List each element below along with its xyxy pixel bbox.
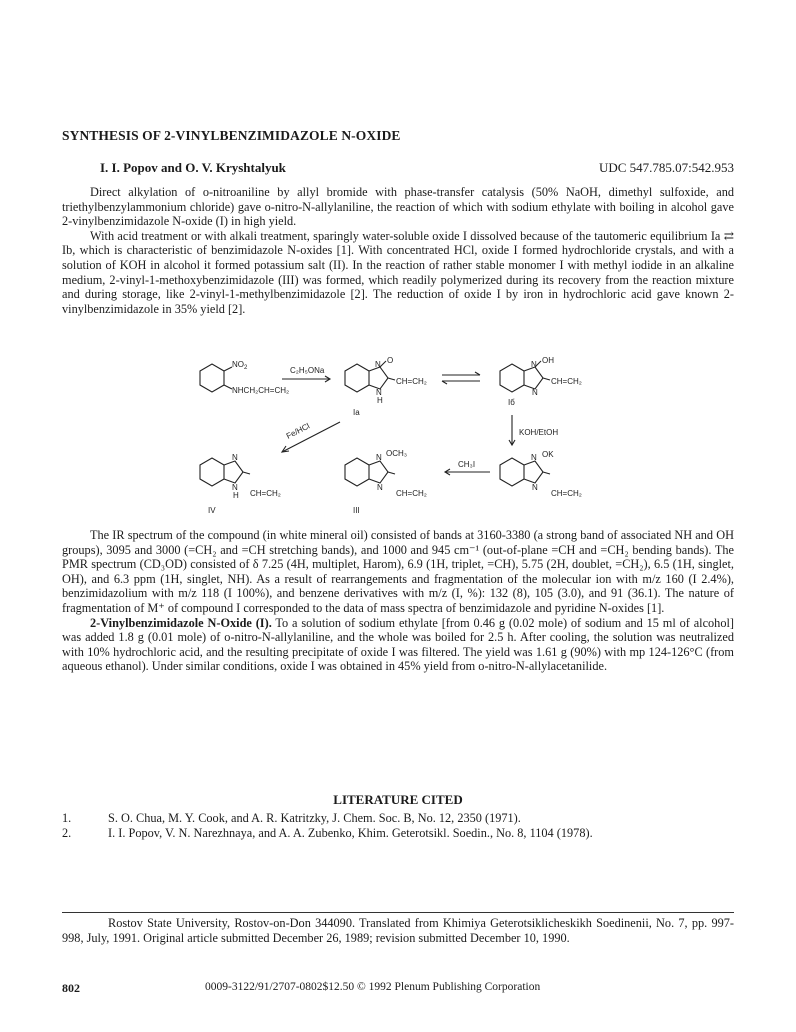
n-label-iv-bottom: N [232, 483, 238, 492]
vinyl-label-ii: CH=CH₂ [551, 489, 582, 498]
benzene-ring-start [200, 364, 224, 392]
benzimidazole-ring-ii [500, 458, 524, 486]
vinyl-label-iii: CH=CH₂ [396, 489, 427, 498]
intro-paragraph-2: With acid treatment or with alkali treatment, sparingly water-soluble oxide I dissolved because of the tautomeric equilibrium Ia ⇄ Ib, which is characteristic of benzimidazole N-oxides [1]. With concentrated HCl, oxide I formed hydrochloride crystals, and with a solution of KOH in alcohol it formed potassium salt (II). In the reaction of rather stable monomer I with methyl iodide in an alkaline medium, 2-vinyl-1-methoxybenzimidazole (III) was formed, which readily polymerized during its recovery from the reaction mixture and during storage, like 2-vinyl-1-methylbenzimidazole [2]. The reduction of oxide I by iron in hydrochloric acid gave known 2-vinylbenzimidazole in 35% yield [2]. [62, 228, 734, 316]
n-label-ii-bottom: N [532, 483, 538, 492]
reference-item [62, 826, 734, 841]
spectra-paragraph: The IR spectrum of the compound (in white mineral oil) consisted of bands at 3160-3380 (a strong band of associated NH and OH groups), 3095 and 3000 (=CH₂ and =CH stretching bands), and 1000 and 945 cm⁻¹ (out-of-plane =CH and =CH₂ bending bands). The PMR spectrum (CD₃OD) consisted of δ 7.25 (4H, multiplet, Harom), 6.9 (1H, triplet, =CH), 5.75 (2H, doublet, =CH₂), 6.5 (1H, singlet, OH), and 6.3 ppm (1H, singlet, NH). As a result of rearrangements and fragmentation of the molecular ion with m/z 160 (I 2.4%), benzimidazolium with m/z 118 (I 100%), and benzene derivatives with m/z (I, %): 132 (8), 105 (3.0), and 91 (36.1). The nature of fragmentation of M⁺ of compound I corresponded to the data of mass spectra of benzimidazole and pyridine N-oxides [1]. [62, 528, 734, 615]
literature-heading: LITERATURE CITED [333, 792, 463, 807]
reagent-ch3i: CH₃I [458, 460, 476, 469]
h-label-ia: H [377, 396, 383, 405]
reagent-ethylate: C₂H₅ONa [290, 366, 325, 375]
benzimidazole-ring-iv [200, 458, 224, 486]
affiliation-footnote: Rostov State University, Rostov-on-Don 344090. Translated from Khimiya Geterotsiklicheskikh Soedinenii, No. 7, pp. 997-998, July, 1991. Original article submitted December 26, 1989; revision submitted December 10, 1990. [62, 916, 734, 945]
compound-label-ia: Ia [353, 408, 360, 417]
reference-number: 1. [62, 811, 72, 825]
benzimidazole-ring-ia [345, 364, 369, 392]
oh-label-ib: OH [542, 357, 554, 365]
vinyl-label-iv: CH=CH₂ [250, 489, 281, 498]
reagent-koh: KOH/EtOH [519, 428, 559, 437]
reference-text: S. O. Chua, M. Y. Cook, and A. R. Katritzky, J. Chem. Soc. B, No. 12, 2350 (1971). [108, 811, 521, 825]
experimental-body: To a solution of sodium ethylate [from 0.46 g (0.02 mole) of sodium and 15 ml of alcohol] was added 1.8 g (0.01 mole) of o-nitro-N-allylaniline, and the whole was boiled for 2.5 h. After cooling, the solution was neutralized with 10% hydrochloric acid, and the resulting precipitate of oxide I was filtered. The yield was 1.61 g (90%) with mp 124-126°C (from aqueous ethanol). Under similar conditions, oxide I was obtained in 45% yield from o-nitro-N-allylacetanilide. [62, 615, 734, 674]
h-label-iv: H [233, 491, 239, 500]
compound-label-iv: IV [208, 506, 216, 515]
compound-label-iii: III [353, 506, 360, 515]
n-label-ib-bottom: N [532, 388, 538, 397]
vinyl-label-ia: CH=CH₂ [396, 377, 427, 386]
reference-text: I. I. Popov, V. N. Narezhnaya, and A. A. Zubenko, Khim. Geterotsikl. Soedin., No. 8, 1104 (1978). [108, 826, 593, 840]
n-label-iii-top: N [376, 453, 382, 462]
nitro-label: $NO_2$ [232, 360, 248, 371]
intro-paragraph-1: Direct alkylation of o-nitroaniline by allyl bromide with phase-transfer catalysis (50% NaOH, dimethyl sulfoxide, and triethylbenzylammonium chloride) gave o-nitro-N-allylaniline, the reaction of which with sodium ethylate with boiling in alcohol gave 2-vinylbenzimidazole N-oxide (I) in high yield. [62, 185, 734, 229]
compound-label-ib: Iб [508, 398, 515, 407]
n-label-ia-bottom: N [376, 388, 382, 397]
allylamino-label: NHCH₂CH=CH₂ [232, 386, 290, 395]
experimental-heading: 2-Vinylbenzimidazole N-Oxide (I). [90, 615, 272, 630]
n-label-ia-top: N [375, 360, 381, 369]
benzimidazole-ring-iii [345, 458, 369, 486]
ok-label-ii: OK [542, 450, 554, 459]
author-line: I. I. Popov and O. V. Kryshtalyuk [100, 160, 286, 175]
intro-section [62, 185, 734, 316]
reference-list [62, 811, 734, 841]
o-label-ia: O [387, 357, 394, 365]
vinyl-label-ib: CH=CH₂ [551, 377, 582, 386]
reagent-fe-hcl: Fe/HCl [284, 421, 312, 441]
n-label-ib-top: N [531, 360, 537, 369]
reference-number: 2. [62, 826, 72, 840]
och3-label-iii: OCH₃ [386, 449, 408, 458]
paper-title: SYNTHESIS OF 2-VINYLBENZIMIDAZOLE N-OXIDE [62, 128, 401, 143]
spectra-section [62, 528, 734, 674]
benzimidazole-ring-ib [500, 364, 524, 392]
n-label-iv-top: N [232, 453, 238, 462]
copyright-line: 0009-3122/91/2707-0802$12.50 © 1992 Plenum Publishing Corporation [205, 981, 541, 993]
reaction-scheme [190, 357, 610, 517]
reference-item [62, 811, 734, 826]
n-label-iii-bottom: N [377, 483, 383, 492]
experimental-paragraph [62, 616, 734, 674]
n-label-ii-top: N [531, 453, 537, 462]
udc-code: UDC 547.785.07:542.953 [598, 160, 734, 175]
footnote-rule [62, 912, 734, 913]
page-number: 802 [62, 981, 80, 995]
